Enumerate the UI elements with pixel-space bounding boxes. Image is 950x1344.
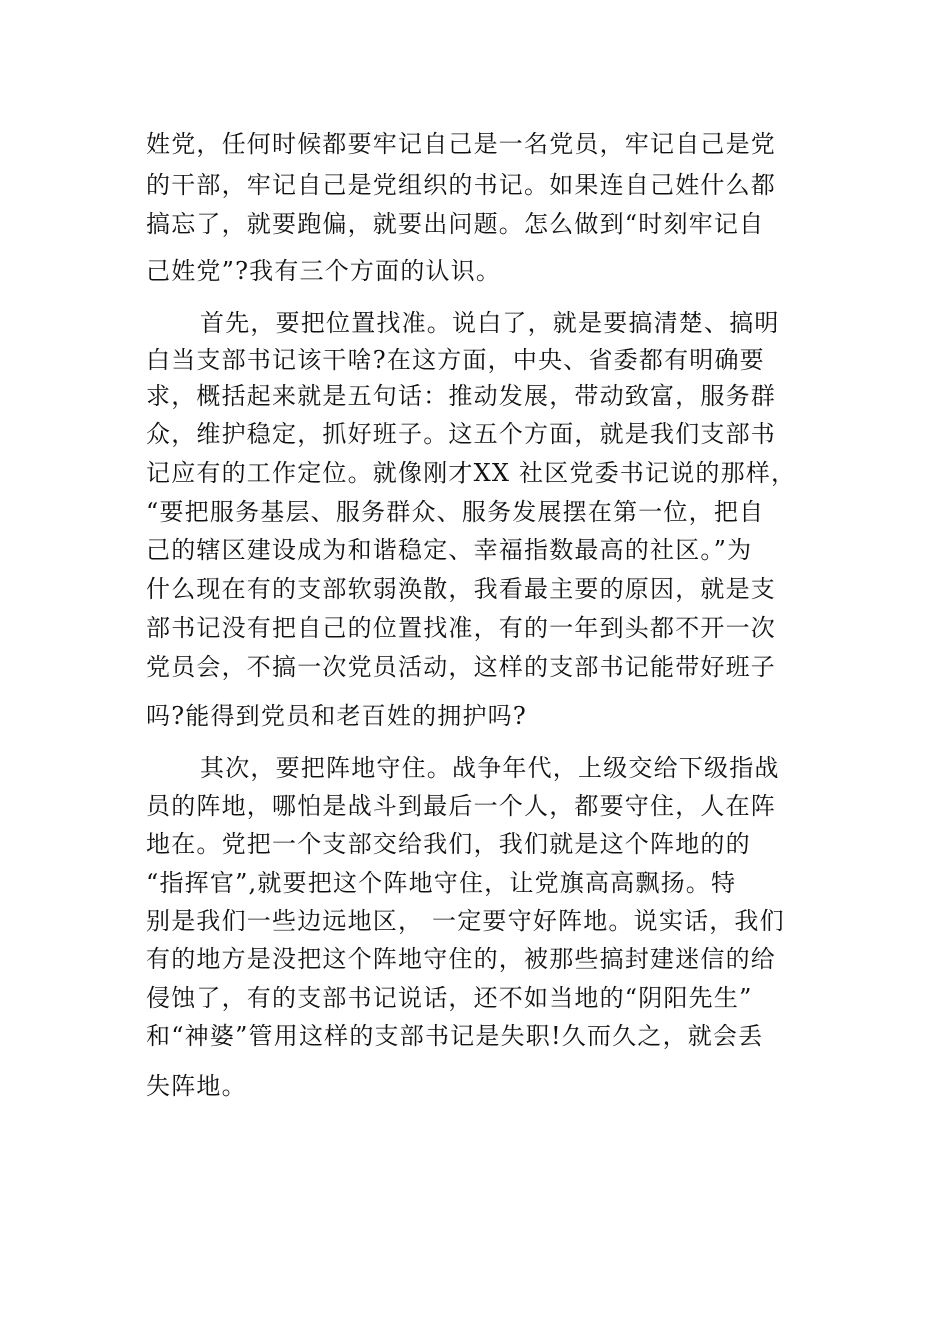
text-line: 别是我们一些边远地区， 一定要守好阵地。说实话，我们	[146, 907, 785, 935]
text-line: 白当支部书记该干啥?在这方面，中央、省委都有明确要	[146, 346, 765, 374]
text-line: 失阵地。	[146, 1072, 247, 1100]
text-line: 搞忘了，就要跑偏，就要出问题。怎么做到“时刻牢记自	[146, 210, 765, 238]
text-line: 部书记没有把自己的位置找准，有的一年到头都不开一次	[146, 614, 776, 642]
text-line: 求，概括起来就是五句话：推动发展，带动致富，服务群	[146, 382, 776, 410]
text-line: 地在。党把一个支部交给我们，我们就是这个阵地的的	[146, 830, 751, 858]
text-line: 有的地方是没把这个阵地守住的，被那些搞封建迷信的给	[146, 945, 776, 973]
paragraph-first-line: 首先，要把位置找准。说白了，就是要搞清楚、搞明	[200, 309, 780, 337]
text-line: 众，维护稳定，抓好班子。这五个方面，就是我们支部书	[146, 420, 776, 448]
text-line: 员的阵地，哪怕是战斗到最后一个人，都要守住，人在阵	[146, 792, 776, 820]
text-line: 吗?能得到党员和老百姓的拥护吗?	[146, 702, 527, 730]
text-line: 己的辖区建设成为和谐稳定、幸福指数最高的社区。”为	[146, 536, 753, 564]
text-line: 什么现在有的支部软弱涣散，我看最主要的原因，就是支	[146, 575, 776, 603]
text-line: 姓党，任何时候都要牢记自己是一名党员，牢记自己是党	[146, 130, 776, 158]
text-line: 和“神婆”管用这样的支部书记是失职!久而久之，就会丢	[146, 1022, 764, 1050]
text-line: “要把服务基层、服务群众、服务发展摆在第一位，把自	[146, 498, 765, 526]
text-line: 侵蚀了，有的支部书记说话，还不如当地的“阴阳先生”	[146, 984, 753, 1012]
text-line: 的干部，牢记自己是党组织的书记。如果连自己姓什么都	[146, 171, 776, 199]
text-line: 记应有的工作定位。就像刚才XX 社区党委书记说的那样，	[146, 459, 797, 487]
text-line: 己姓党”?我有三个方面的认识。	[146, 257, 502, 285]
paragraph-first-line: 其次，要把阵地守住。战争年代，上级交给下级指战	[200, 754, 780, 782]
text-line: 党员会，不搞一次党员活动，这样的支部书记能带好班子	[146, 653, 776, 681]
text-line: “指挥官”,就要把这个阵地守住，让党旗高高飘扬。特	[146, 869, 737, 897]
